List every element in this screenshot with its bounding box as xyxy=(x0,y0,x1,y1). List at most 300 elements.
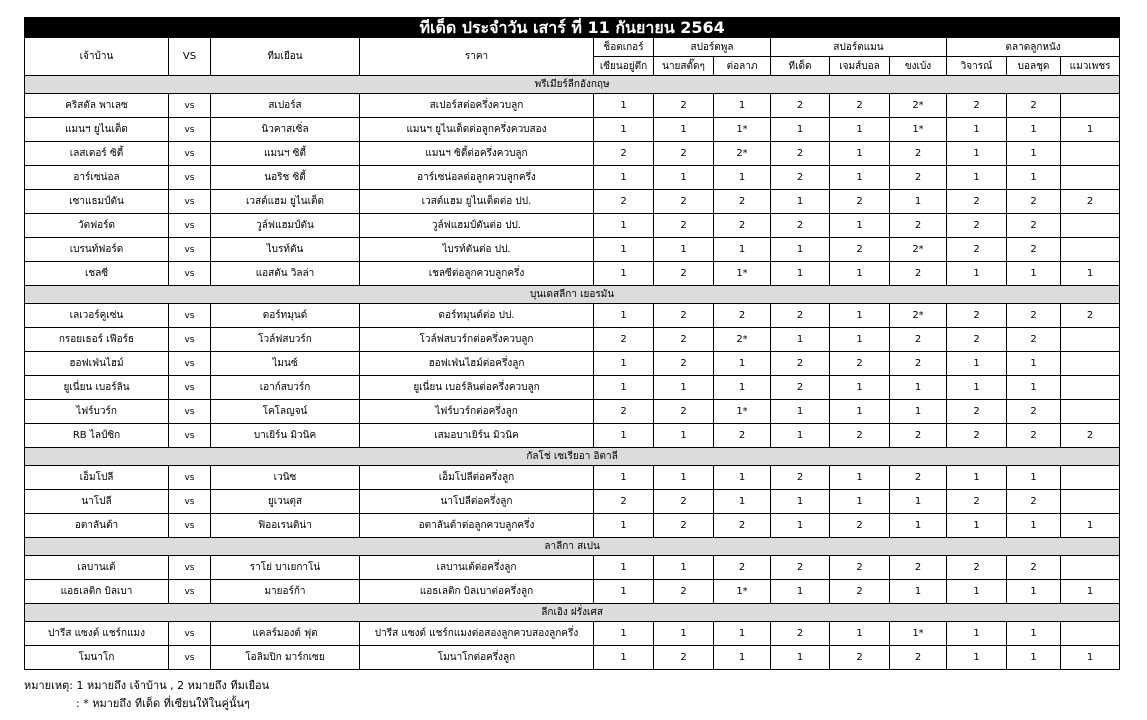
price-text: ไบรท์ตันต่อ ปป. xyxy=(360,238,594,262)
pick-cell: 2 xyxy=(771,466,830,490)
pick-cell: 1 xyxy=(947,514,1007,538)
pick-cell: 1 xyxy=(771,190,830,214)
header-group-2: สปอร์ตพูล xyxy=(654,38,771,57)
price-text: สเปอร์สต่อครึ่งควบลูก xyxy=(360,94,594,118)
pick-cell: 1 xyxy=(947,646,1007,670)
page-title: ทีเด็ด ประจำวัน เสาร์ ที่ 11 กันยายน 2564 xyxy=(25,18,1120,38)
pick-cell: 1 xyxy=(830,304,890,328)
pick-cell: 1 xyxy=(654,556,714,580)
away-team: นอริช ซิตี้ xyxy=(211,166,360,190)
pick-cell: 1 xyxy=(714,622,771,646)
pick-cell: 1 xyxy=(771,118,830,142)
pick-cell: 1 xyxy=(594,262,654,286)
vs-label: vs xyxy=(169,400,211,424)
away-team: ราโย่ บาเยกาโน่ xyxy=(211,556,360,580)
pick-cell: 1 xyxy=(654,238,714,262)
vs-label: vs xyxy=(169,424,211,448)
away-team: ไบรท์ตัน xyxy=(211,238,360,262)
price-text: เอ็มโปลีต่อครึ่งลูก xyxy=(360,466,594,490)
pick-cell xyxy=(1061,490,1120,514)
pick-cell xyxy=(1061,622,1120,646)
match-row xyxy=(25,352,1120,376)
pick-cell: 2 xyxy=(947,190,1007,214)
pick-cell: 2 xyxy=(654,580,714,604)
price-text: เวสต์แฮม ยูไนเต็ดต่อ ปป. xyxy=(360,190,594,214)
pick-cell: 2 xyxy=(1007,424,1061,448)
pick-cell: 2 xyxy=(654,514,714,538)
pick-cell: 2 xyxy=(714,190,771,214)
header-price: ราคา xyxy=(360,38,594,76)
home-team: แอธเลติก บิลเบา xyxy=(25,580,169,604)
header-vs: VS xyxy=(169,38,211,76)
home-team: เลบานเต้ xyxy=(25,556,169,580)
pick-cell: 1 xyxy=(890,190,947,214)
pick-cell: 1 xyxy=(594,166,654,190)
vs-label: vs xyxy=(169,376,211,400)
pick-cell: 2 xyxy=(890,328,947,352)
pick-cell: 1 xyxy=(594,424,654,448)
pick-cell: 2 xyxy=(830,646,890,670)
match-row xyxy=(25,376,1120,400)
pick-cell: 1 xyxy=(947,622,1007,646)
pick-cell: 2 xyxy=(654,352,714,376)
pick-cell: 1 xyxy=(947,352,1007,376)
pick-cell: 1* xyxy=(714,262,771,286)
price-text: ไฟร์บวร์กต่อครึ่งลูก xyxy=(360,400,594,424)
pick-cell: 1* xyxy=(714,580,771,604)
pick-cell: 1 xyxy=(830,400,890,424)
pick-cell: 2 xyxy=(1007,214,1061,238)
pick-cell: 2 xyxy=(1061,190,1120,214)
price-text: นาโปลีต่อครึ่งลูก xyxy=(360,490,594,514)
pick-cell xyxy=(1061,466,1120,490)
pick-cell: 1 xyxy=(594,466,654,490)
pick-cell: 2 xyxy=(947,94,1007,118)
match-row xyxy=(25,466,1120,490)
pick-cell: 1 xyxy=(771,238,830,262)
price-text: ดอร์ทมุนด์ต่อ ปป. xyxy=(360,304,594,328)
pick-cell: 2 xyxy=(771,622,830,646)
pick-cell: 2 xyxy=(830,352,890,376)
pick-cell: 1 xyxy=(771,514,830,538)
home-team: ยูเนี่ยน เบอร์ลิน xyxy=(25,376,169,400)
away-team: บาเยิร์น มิวนิค xyxy=(211,424,360,448)
pick-cell xyxy=(1061,328,1120,352)
pick-cell: 2 xyxy=(654,400,714,424)
pick-cell: 2 xyxy=(771,142,830,166)
pick-cell: 1 xyxy=(654,424,714,448)
match-row xyxy=(25,166,1120,190)
pick-cell: 1 xyxy=(890,400,947,424)
pick-cell: 1 xyxy=(830,622,890,646)
pick-cell: 1 xyxy=(890,580,947,604)
pick-cell: 2 xyxy=(714,424,771,448)
match-row xyxy=(25,622,1120,646)
price-text: เสมอบาเยิร์น มิวนิค xyxy=(360,424,594,448)
match-row xyxy=(25,238,1120,262)
away-team: มายอร์ก้า xyxy=(211,580,360,604)
pick-cell xyxy=(1061,166,1120,190)
pick-cell: 1 xyxy=(594,238,654,262)
match-row xyxy=(25,190,1120,214)
pick-cell: 2 xyxy=(890,466,947,490)
pick-cell: 2 xyxy=(654,490,714,514)
pick-cell: 2 xyxy=(947,238,1007,262)
match-row xyxy=(25,262,1120,286)
home-team: อาร์เซน่อล xyxy=(25,166,169,190)
league-row xyxy=(25,538,1120,556)
pick-cell: 2 xyxy=(890,556,947,580)
away-team: เวสต์แฮม ยูไนเต็ด xyxy=(211,190,360,214)
pick-cell: 1 xyxy=(1061,262,1120,286)
pick-cell: 2 xyxy=(830,424,890,448)
pick-cell: 2 xyxy=(771,352,830,376)
pick-cell: 1 xyxy=(714,466,771,490)
pick-cell: 1 xyxy=(771,424,830,448)
pick-cell: 1 xyxy=(714,94,771,118)
match-row xyxy=(25,646,1120,670)
pick-cell: 2 xyxy=(1007,94,1061,118)
pick-cell: 1 xyxy=(947,466,1007,490)
pick-cell: 1 xyxy=(947,376,1007,400)
pick-cell: 2 xyxy=(1007,190,1061,214)
pick-cell: 1 xyxy=(714,352,771,376)
pick-cell: 2 xyxy=(890,214,947,238)
pick-cell: 1 xyxy=(1061,580,1120,604)
pick-cell: 1 xyxy=(947,166,1007,190)
pick-cell: 1 xyxy=(654,466,714,490)
pick-cell: 1 xyxy=(594,352,654,376)
pick-cell: 1 xyxy=(594,214,654,238)
pick-cell: 2 xyxy=(830,580,890,604)
header-sub: ขงเบ้ง xyxy=(890,57,947,76)
home-team: ปารีส แซงต์ แชร์กแมง xyxy=(25,622,169,646)
pick-cell: 1 xyxy=(594,304,654,328)
away-team: โคโลญจน์ xyxy=(211,400,360,424)
header-sub: ทีเด็ด xyxy=(771,57,830,76)
away-team: โอลิมปิก มาร์กเซย xyxy=(211,646,360,670)
league-name: ลีกเอิง ฝรั่งเศส xyxy=(25,604,1120,622)
pick-cell: 2 xyxy=(654,328,714,352)
match-row xyxy=(25,118,1120,142)
pick-cell: 1 xyxy=(1061,646,1120,670)
price-text: โวล์ฟสบวร์กต่อครึ่งควบลูก xyxy=(360,328,594,352)
pick-cell: 2 xyxy=(947,304,1007,328)
pick-cell: 1 xyxy=(594,580,654,604)
pick-cell: 1 xyxy=(1007,646,1061,670)
away-team: แคลร์มองต์ ฟุต xyxy=(211,622,360,646)
match-row xyxy=(25,214,1120,238)
pick-cell: 2 xyxy=(830,190,890,214)
pick-cell: 2 xyxy=(654,304,714,328)
pick-cell: 1 xyxy=(771,490,830,514)
vs-label: vs xyxy=(169,166,211,190)
pick-cell: 1 xyxy=(1007,262,1061,286)
price-text: โมนาโกต่อครึ่งลูก xyxy=(360,646,594,670)
price-text: ปารีส แซงต์ แชร์กแมงต่อสองลูกควบสองลูกครึ่ง xyxy=(360,622,594,646)
match-row xyxy=(25,328,1120,352)
pick-cell: 1 xyxy=(1061,118,1120,142)
price-text: แมนฯ ยูไนเต็ดต่อลูกครึ่งควบสอง xyxy=(360,118,594,142)
pick-cell: 2 xyxy=(1007,556,1061,580)
price-text: เลบานเต้ต่อครึ่งลูก xyxy=(360,556,594,580)
away-team: เวนิซ xyxy=(211,466,360,490)
league-row xyxy=(25,604,1120,622)
pick-cell: 2 xyxy=(654,190,714,214)
pick-cell: 1 xyxy=(1007,166,1061,190)
pick-cell: 2 xyxy=(771,376,830,400)
pick-cell: 1 xyxy=(654,118,714,142)
vs-label: vs xyxy=(169,190,211,214)
footnotes xyxy=(24,677,269,713)
header-sub: บอลชุด xyxy=(1007,57,1061,76)
pick-cell: 2 xyxy=(890,142,947,166)
vs-label: vs xyxy=(169,352,211,376)
price-text: อาร์เซน่อลต่อลูกควบลูกครึ่ง xyxy=(360,166,594,190)
pick-cell: 2 xyxy=(594,190,654,214)
pick-cell: 1 xyxy=(771,328,830,352)
pick-cell xyxy=(1061,94,1120,118)
pick-cell: 2 xyxy=(594,142,654,166)
match-row xyxy=(25,514,1120,538)
price-text: แอธเลติก บิลเบาต่อครึ่งลูก xyxy=(360,580,594,604)
pick-cell: 2 xyxy=(594,400,654,424)
price-text: เชลซีต่อลูกควบลูกครึ่ง xyxy=(360,262,594,286)
price-text: วูล์ฟแฮมป์ตันต่อ ปป. xyxy=(360,214,594,238)
pick-cell: 2* xyxy=(714,142,771,166)
pick-cell: 2 xyxy=(890,646,947,670)
league-name: บุนเดสลีกา เยอรมัน xyxy=(25,286,1120,304)
tips-table xyxy=(24,17,1120,670)
away-team: วูล์ฟแฮมป์ตัน xyxy=(211,214,360,238)
pick-cell: 1 xyxy=(594,646,654,670)
pick-cell: 1 xyxy=(830,466,890,490)
away-team: ไมนซ์ xyxy=(211,352,360,376)
home-team: ฮอฟเฟ่นไฮม์ xyxy=(25,352,169,376)
pick-cell: 2 xyxy=(830,514,890,538)
vs-label: vs xyxy=(169,490,211,514)
home-team: อตาลันต้า xyxy=(25,514,169,538)
vs-label: vs xyxy=(169,514,211,538)
pick-cell: 2 xyxy=(714,556,771,580)
pick-cell xyxy=(1061,556,1120,580)
pick-cell: 2* xyxy=(890,94,947,118)
pick-cell: 2 xyxy=(771,304,830,328)
home-team: โมนาโก xyxy=(25,646,169,670)
pick-cell: 1 xyxy=(714,238,771,262)
footnote-star: : * หมายถึง ทีเด็ด ที่เซียนให้ในคู่นั้นๆ xyxy=(76,697,250,710)
match-row xyxy=(25,580,1120,604)
pick-cell: 2 xyxy=(947,214,1007,238)
home-team: RB ไลป์ซิก xyxy=(25,424,169,448)
pick-cell: 2 xyxy=(890,352,947,376)
header-group-3: สปอร์ตแมน xyxy=(771,38,947,57)
pick-cell: 2 xyxy=(654,646,714,670)
pick-cell: 2 xyxy=(1007,238,1061,262)
pick-cell: 1 xyxy=(1007,622,1061,646)
vs-label: vs xyxy=(169,466,211,490)
vs-label: vs xyxy=(169,142,211,166)
pick-cell: 2 xyxy=(771,94,830,118)
pick-cell xyxy=(1061,214,1120,238)
pick-cell: 2 xyxy=(654,94,714,118)
pick-cell: 2 xyxy=(947,400,1007,424)
pick-cell: 1* xyxy=(890,118,947,142)
pick-cell: 2 xyxy=(654,142,714,166)
pick-cell: 2* xyxy=(714,328,771,352)
match-row xyxy=(25,142,1120,166)
home-team: ไฟร์บวร์ก xyxy=(25,400,169,424)
vs-label: vs xyxy=(169,118,211,142)
vs-label: vs xyxy=(169,580,211,604)
pick-cell: 2 xyxy=(830,238,890,262)
pick-cell: 1 xyxy=(594,376,654,400)
league-row xyxy=(25,448,1120,466)
header-sub: ต่อลาภ xyxy=(714,57,771,76)
pick-cell: 2 xyxy=(714,214,771,238)
home-team: แมนฯ ยูไนเต็ด xyxy=(25,118,169,142)
pick-cell: 2 xyxy=(947,328,1007,352)
pick-cell: 1 xyxy=(714,646,771,670)
pick-cell: 1 xyxy=(890,490,947,514)
price-text: แมนฯ ซิตี้ต่อครึ่งควบลูก xyxy=(360,142,594,166)
pick-cell: 2 xyxy=(594,328,654,352)
pick-cell: 1 xyxy=(1061,514,1120,538)
tips-sheet xyxy=(24,17,1119,670)
home-team: เซาแธมป์ตัน xyxy=(25,190,169,214)
pick-cell: 2 xyxy=(1061,424,1120,448)
home-team: เลเวอร์คูเซ่น xyxy=(25,304,169,328)
vs-label: vs xyxy=(169,304,211,328)
pick-cell: 1 xyxy=(654,622,714,646)
pick-cell: 1 xyxy=(947,580,1007,604)
header-group-4: ตลาดลูกหนัง xyxy=(947,38,1120,57)
match-row xyxy=(25,556,1120,580)
pick-cell: 1 xyxy=(830,490,890,514)
header-away: ทีมเยือน xyxy=(211,38,360,76)
pick-cell: 2* xyxy=(890,238,947,262)
header-group-1: ช็อตเกอร์ xyxy=(594,38,654,57)
pick-cell: 1 xyxy=(830,262,890,286)
header-sub: แมวเพชร xyxy=(1061,57,1120,76)
pick-cell: 1 xyxy=(1007,466,1061,490)
pick-cell: 2 xyxy=(594,490,654,514)
pick-cell: 1 xyxy=(771,400,830,424)
pick-cell xyxy=(1061,238,1120,262)
footnote-legend: หมายเหตุ: 1 หมายถึง เจ้าบ้าน , 2 หมายถึง ทีมเยือน xyxy=(24,679,270,692)
pick-cell: 1 xyxy=(890,514,947,538)
league-name: กัลโช่ เซเรียอา อิตาลี xyxy=(25,448,1120,466)
pick-cell: 1 xyxy=(830,142,890,166)
match-row xyxy=(25,304,1120,328)
pick-cell xyxy=(1061,400,1120,424)
pick-cell: 1 xyxy=(830,166,890,190)
pick-cell: 1 xyxy=(830,118,890,142)
pick-cell: 2 xyxy=(714,304,771,328)
away-team: ยูเวนตุส xyxy=(211,490,360,514)
pick-cell: 2 xyxy=(1061,304,1120,328)
away-team: สเปอร์ส xyxy=(211,94,360,118)
pick-cell: 1 xyxy=(771,262,830,286)
pick-cell: 1 xyxy=(1007,142,1061,166)
vs-label: vs xyxy=(169,238,211,262)
home-team: เลสเตอร์ ซิตี้ xyxy=(25,142,169,166)
home-team: เอ็มโปลี xyxy=(25,466,169,490)
home-team: เบรนท์ฟอร์ด xyxy=(25,238,169,262)
home-team: นาโปลี xyxy=(25,490,169,514)
pick-cell: 2 xyxy=(947,556,1007,580)
pick-cell: 2 xyxy=(771,556,830,580)
league-row xyxy=(25,76,1120,94)
home-team: คริสตัล พาเลซ xyxy=(25,94,169,118)
pick-cell xyxy=(1061,142,1120,166)
pick-cell: 2 xyxy=(1007,400,1061,424)
pick-cell: 1 xyxy=(1007,376,1061,400)
league-name: ลาลีกา สเปน xyxy=(25,538,1120,556)
vs-label: vs xyxy=(169,622,211,646)
pick-cell: 2 xyxy=(890,424,947,448)
away-team: แอสตัน วิลล่า xyxy=(211,262,360,286)
pick-cell: 1 xyxy=(830,376,890,400)
header-sub: วิจารณ์ xyxy=(947,57,1007,76)
pick-cell: 2* xyxy=(890,304,947,328)
league-row xyxy=(25,286,1120,304)
pick-cell: 1 xyxy=(714,490,771,514)
home-team: เชลซี xyxy=(25,262,169,286)
pick-cell: 2 xyxy=(654,262,714,286)
pick-cell: 1* xyxy=(714,400,771,424)
vs-label: vs xyxy=(169,646,211,670)
pick-cell: 1 xyxy=(947,262,1007,286)
pick-cell: 1* xyxy=(890,622,947,646)
price-text: อตาลันต้าต่อลูกควบลูกครึ่ง xyxy=(360,514,594,538)
pick-cell: 2 xyxy=(947,490,1007,514)
pick-cell: 2 xyxy=(654,214,714,238)
pick-cell: 1 xyxy=(947,142,1007,166)
pick-cell: 1 xyxy=(830,328,890,352)
pick-cell: 1* xyxy=(714,118,771,142)
pick-cell: 1 xyxy=(947,118,1007,142)
pick-cell: 1 xyxy=(594,622,654,646)
pick-cell: 2 xyxy=(771,166,830,190)
header-sub: เซียนอยู่ตึก xyxy=(594,57,654,76)
pick-cell: 1 xyxy=(771,646,830,670)
header-row-top xyxy=(25,38,1120,57)
match-row xyxy=(25,424,1120,448)
away-team: โวล์ฟสบวร์ก xyxy=(211,328,360,352)
home-team: กรอยเธอร์ เฟือร์ธ xyxy=(25,328,169,352)
price-text: ฮอฟเฟ่นไฮม์ต่อครึ่งลูก xyxy=(360,352,594,376)
pick-cell: 2 xyxy=(714,514,771,538)
league-name: พรีเมียร์ลีกอังกฤษ xyxy=(25,76,1120,94)
header-sub: เจมส์บอล xyxy=(830,57,890,76)
pick-cell: 2 xyxy=(771,214,830,238)
pick-cell: 1 xyxy=(1007,514,1061,538)
vs-label: vs xyxy=(169,214,211,238)
match-row xyxy=(25,94,1120,118)
pick-cell xyxy=(1061,352,1120,376)
home-team: วัตฟอร์ด xyxy=(25,214,169,238)
away-team: นิวคาสเซิ่ล xyxy=(211,118,360,142)
pick-cell: 1 xyxy=(830,214,890,238)
pick-cell: 2 xyxy=(890,262,947,286)
away-team: เอาก์สบวร์ก xyxy=(211,376,360,400)
pick-cell: 1 xyxy=(771,580,830,604)
pick-cell: 2 xyxy=(947,424,1007,448)
vs-label: vs xyxy=(169,556,211,580)
pick-cell xyxy=(1061,376,1120,400)
match-row xyxy=(25,400,1120,424)
